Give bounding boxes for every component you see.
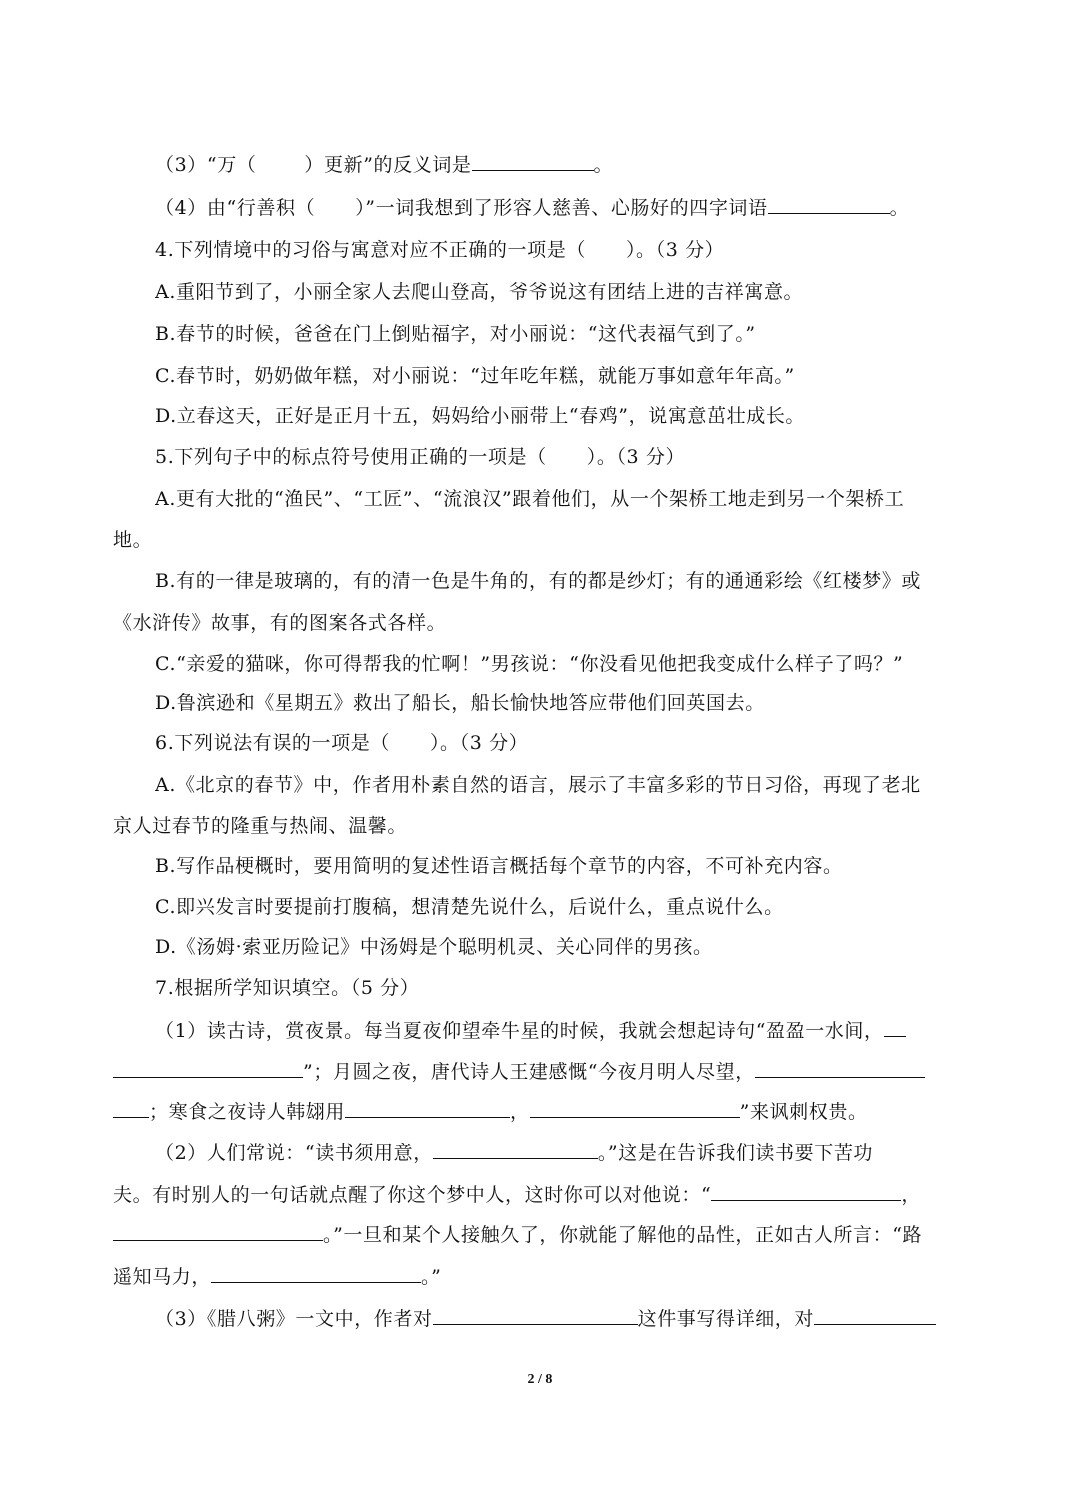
question-6-option-d: D.《汤姆·索亚历险记》中汤姆是个聪明机灵、关心同伴的男孩。 [155,936,713,958]
question-7-part1-line2: ”；月圆之夜，唐代诗人王建感慨“今夜月明人尽望， [113,1058,973,1086]
answer-blank[interactable] [211,1281,421,1283]
answer-blank[interactable] [711,1199,901,1201]
answer-blank[interactable] [814,1323,936,1325]
question-7-stem: 7.根据所学知识填空。（5 分） [155,977,420,999]
question-6-stem: 6.下列说法有误的一项是（ ）。（3 分） [155,732,529,754]
answer-blank[interactable] [472,169,594,171]
answer-blank[interactable] [884,1035,906,1037]
answer-blank[interactable] [113,1239,323,1241]
question-4-stem: 4.下列情境中的习俗与寓意对应不正确的一项是（ ）。（3 分） [155,239,725,261]
answer-blank[interactable] [113,1076,303,1078]
question-5-option-a: A.更有大批的“渔民”、“工匠”、“流浪汉”跟着他们，从一个架桥工地走到另一个架桥工 [155,488,905,510]
question-7-part2-line3: 。”一旦和某个人接触久了，你就能了解他的品性，正如古人所言：“路 [113,1221,973,1249]
question-3-5-line: （4）由“行善积（ ）”一词我想到了形容人慈善、心肠好的四字词语 。 [155,197,910,219]
question-7-part1-line3: ；寒食之夜诗人韩翃用 ， ”来讽刺权贵。 [113,1098,973,1126]
answer-blank[interactable] [768,212,890,214]
question-7-part2-line1: （2）人们常说：“读书须用意， 。”这是在告诉我们读书要下苦功 [155,1142,874,1164]
question-5-option-b: B.有的一律是玻璃的，有的清一色是牛角的，有的都是纱灯；有的通通彩绘《红楼梦》或 [155,570,922,592]
question-7-part2-line2: 夫。有时别人的一句话就点醒了你这个梦中人，这时你可以对他说：“ ， [113,1184,921,1206]
question-4-option-d: D.立春这天，正好是正月十五，妈妈给小丽带上“春鸡”，说寓意茁壮成长。 [155,405,806,427]
question-7-part3-line1: （3）《腊八粥》一文中，作者对 这件事写得详细，对 [155,1305,973,1333]
question-6-option-a-cont: 京人过春节的隆重与热闹、温馨。 [113,815,408,837]
question-7-part1-line1: （1）读古诗，赏夜景。每当夏夜仰望牵牛星的时候，我就会想起诗句“盈盈一水间， [155,1017,973,1045]
answer-blank[interactable] [433,1323,638,1325]
question-5-option-d: D.鲁滨逊和《星期五》救出了船长，船长愉快地答应带他们回英国去。 [155,692,765,714]
page-number: 2 / 8 [527,1372,553,1387]
answer-blank[interactable] [433,1157,598,1159]
answer-blank[interactable] [345,1116,510,1118]
question-6-option-b: B.写作品梗概时，要用简明的复述性语言概括每个章节的内容，不可补充内容。 [155,855,843,877]
question-6-option-a: A.《北京的春节》中，作者用朴素自然的语言，展示了丰富多彩的节日习俗，再现了老北 [155,774,921,796]
question-4-option-c: C.春节时，奶奶做年糕，对小丽说：“过年吃年糕，就能万事如意年年高。” [155,365,795,387]
question-5-option-b-cont: 《水浒传》故事，有的图案各式各样。 [113,612,447,634]
question-4-option-a: A.重阳节到了，小丽全家人去爬山登高，爷爷说这有团结上进的吉祥寓意。 [155,281,804,303]
question-7-part2-line4: 遥知马力， 。” [113,1266,442,1288]
question-3-4-line: （3）“万（ ）更新”的反义词是 。 [155,154,614,176]
answer-blank[interactable] [530,1116,740,1118]
question-4-option-b: B.春节的时候，爸爸在门上倒贴福字，对小丽说：“这代表福气到了。” [155,323,756,345]
question-5-stem: 5.下列句子中的标点符号使用正确的一项是（ ）。（3 分） [155,446,686,468]
question-5-option-c: C.“亲爱的猫咪，你可得帮我的忙啊！”男孩说：“你没看见他把我变成什么样子了吗？” [155,653,904,675]
question-6-option-c: C.即兴发言时要提前打腹稿，想清楚先说什么，后说什么，重点说什么。 [155,896,784,918]
answer-blank[interactable] [113,1116,149,1118]
answer-blank[interactable] [755,1076,925,1078]
question-5-option-a-cont: 地。 [113,529,153,551]
